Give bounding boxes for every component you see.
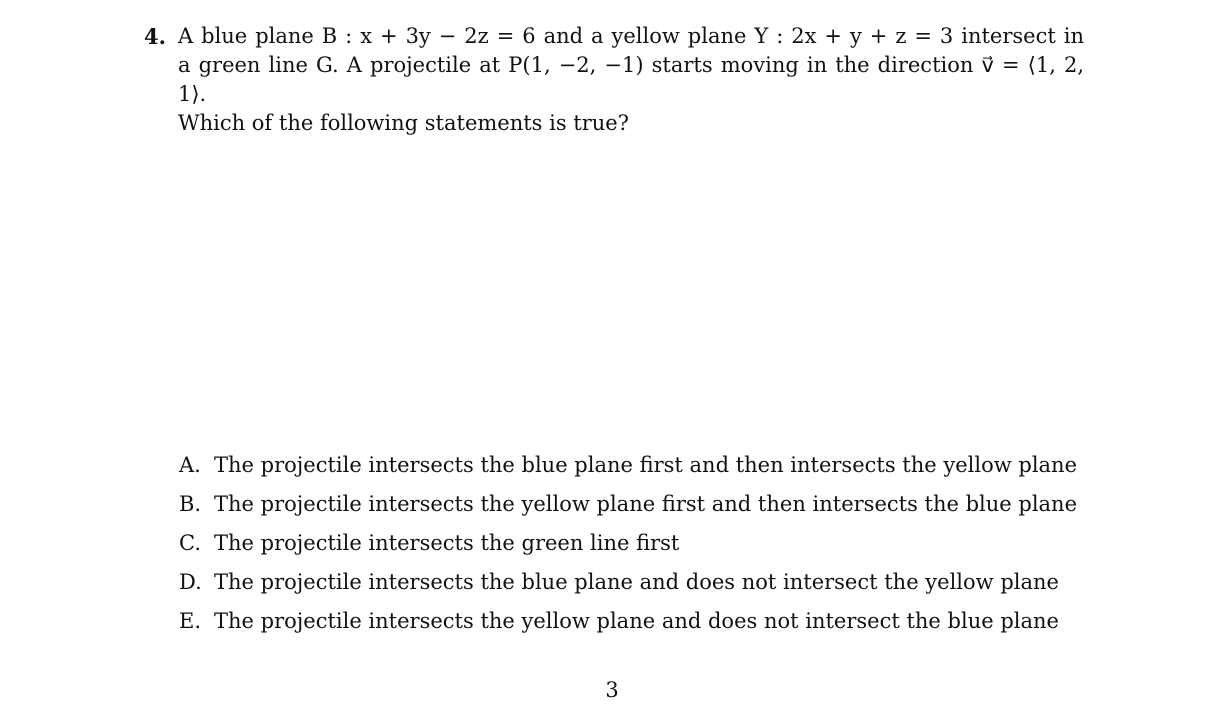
choice-letter: A.	[179, 453, 201, 477]
answer-choice-a	[179, 451, 1078, 490]
answer-choice-e	[179, 607, 1059, 646]
question-stem	[178, 22, 1084, 138]
choice-letter: E.	[179, 609, 202, 633]
choice-text: The projectile intersects the yellow plane first and then intersects the blue plane	[214, 492, 1078, 516]
page-number: 3	[605, 678, 619, 702]
choice-letter: D.	[179, 570, 202, 594]
answer-choice-b	[179, 490, 1078, 529]
question-stem-line-1: A blue plane B : x + 3y − 2z = 6 and a yellow plane Y : 2x + y + z = 3 intersect in	[178, 24, 1084, 48]
choice-text: The projectile intersects the yellow plane and does not intersect the blue plane	[214, 609, 1059, 633]
choice-text: The projectile intersects the green line first	[214, 531, 680, 555]
question-stem-line-3: Which of the following statements is true?	[178, 111, 629, 135]
choice-letter: B.	[179, 492, 202, 516]
choice-text: The projectile intersects the blue plane and does not intersect the yellow plane	[214, 570, 1059, 594]
choice-letter: C.	[179, 531, 201, 555]
answer-choices	[179, 451, 1078, 646]
question-block	[144, 22, 1084, 138]
question-number: 4.	[144, 24, 166, 49]
question-stem-line-2: a green line G. A projectile at P(1, −2, −1) starts moving in the direction v⃗ = ⟨1, 2, 1⟩.	[178, 53, 1084, 106]
answer-choice-d	[179, 568, 1059, 607]
choice-text: The projectile intersects the blue plane first and then intersects the yellow plane	[214, 453, 1078, 477]
answer-choice-c	[179, 529, 1059, 568]
